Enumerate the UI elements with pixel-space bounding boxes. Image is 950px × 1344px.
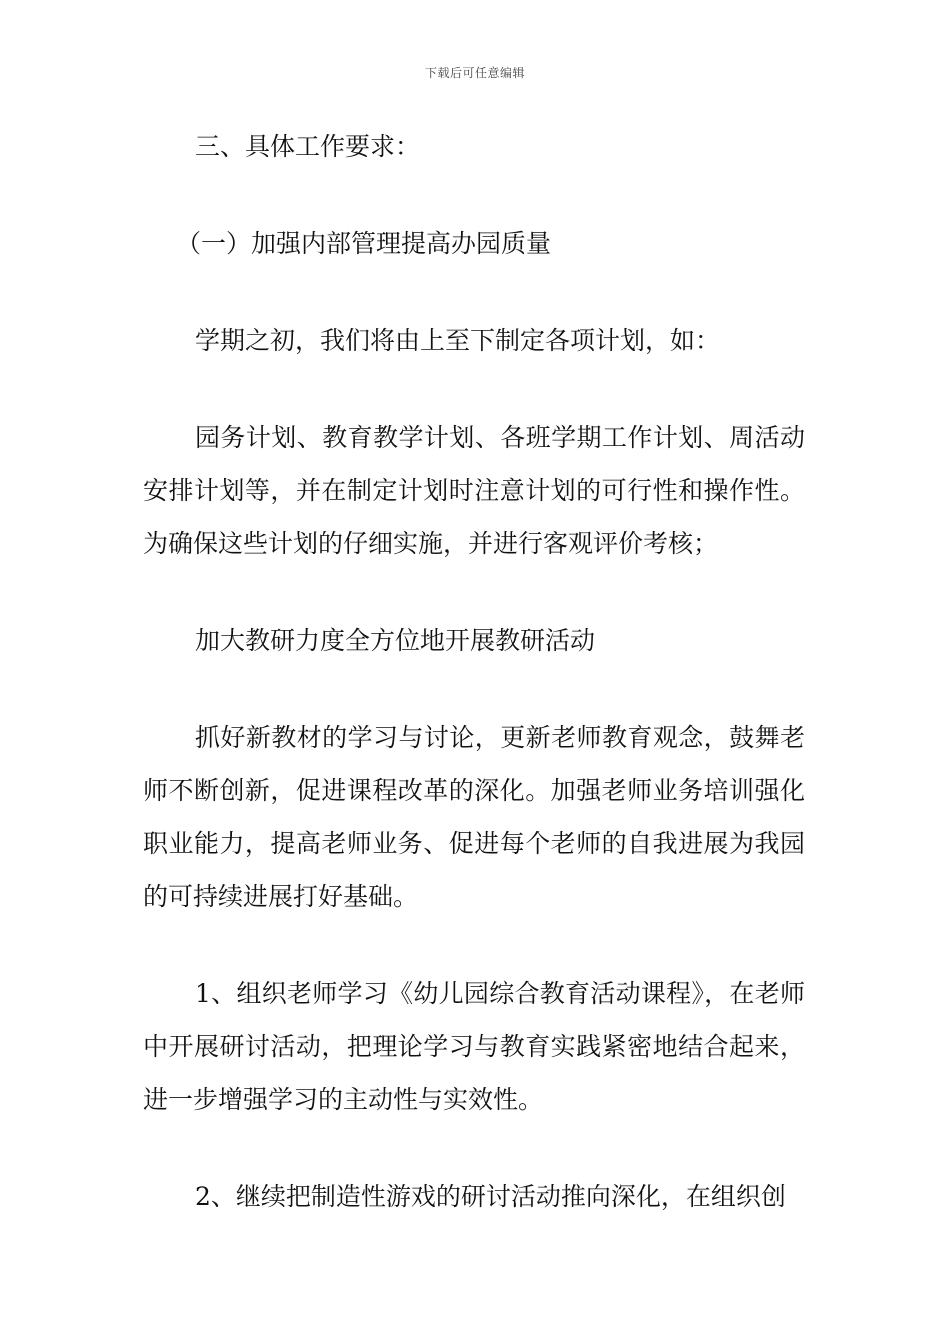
body-paragraph: 抓好新教材的学习与讨论，更新老师教育观念，鼓舞老师不断创新，促进课程改革的深化。加强老师业务培训强化职业能力，提高老师业务、促进每个老师的自我进展为我园的可持续进展打好基础。 xyxy=(143,723,805,911)
paragraph-gap xyxy=(143,1126,805,1170)
subsection-heading: （一）加强内部管理提高办园质量 xyxy=(176,229,552,258)
page-header-note: 下载后可任意编辑 xyxy=(424,66,525,80)
subsection-heading: 加大教研力度全方位地开展教研活动 xyxy=(195,626,596,655)
body-paragraph: 学期之初，我们将由上至下制定各项计划，如： xyxy=(195,326,721,355)
numbered-item: 1、组织老师学习《幼儿园综合教育活动课程》，在老师中开展研讨活动，把理论学习与教育实践紧密地结合起来，进一步增强学习的主动性与实效性。 xyxy=(143,979,805,1114)
paragraph-gap xyxy=(143,173,805,217)
paragraph-gap xyxy=(143,923,805,967)
section-heading: 三、具体工作要求： xyxy=(195,132,421,161)
body-paragraph: 园务计划、教育教学计划、各班学期工作计划、周活动安排计划等，并在制定计划时注意计划的可行性和操作性。为确保这些计划的仔细实施，并进行客观评价考核； xyxy=(143,423,805,558)
paragraph-gap xyxy=(143,270,805,314)
paragraph-gap xyxy=(143,667,805,711)
document-body xyxy=(143,120,805,1223)
numbered-item: 2、继续把制造性游戏的研讨活动推向深化，在组织创 xyxy=(195,1182,786,1211)
paragraph-gap xyxy=(143,570,805,614)
paragraph-gap xyxy=(143,367,805,411)
